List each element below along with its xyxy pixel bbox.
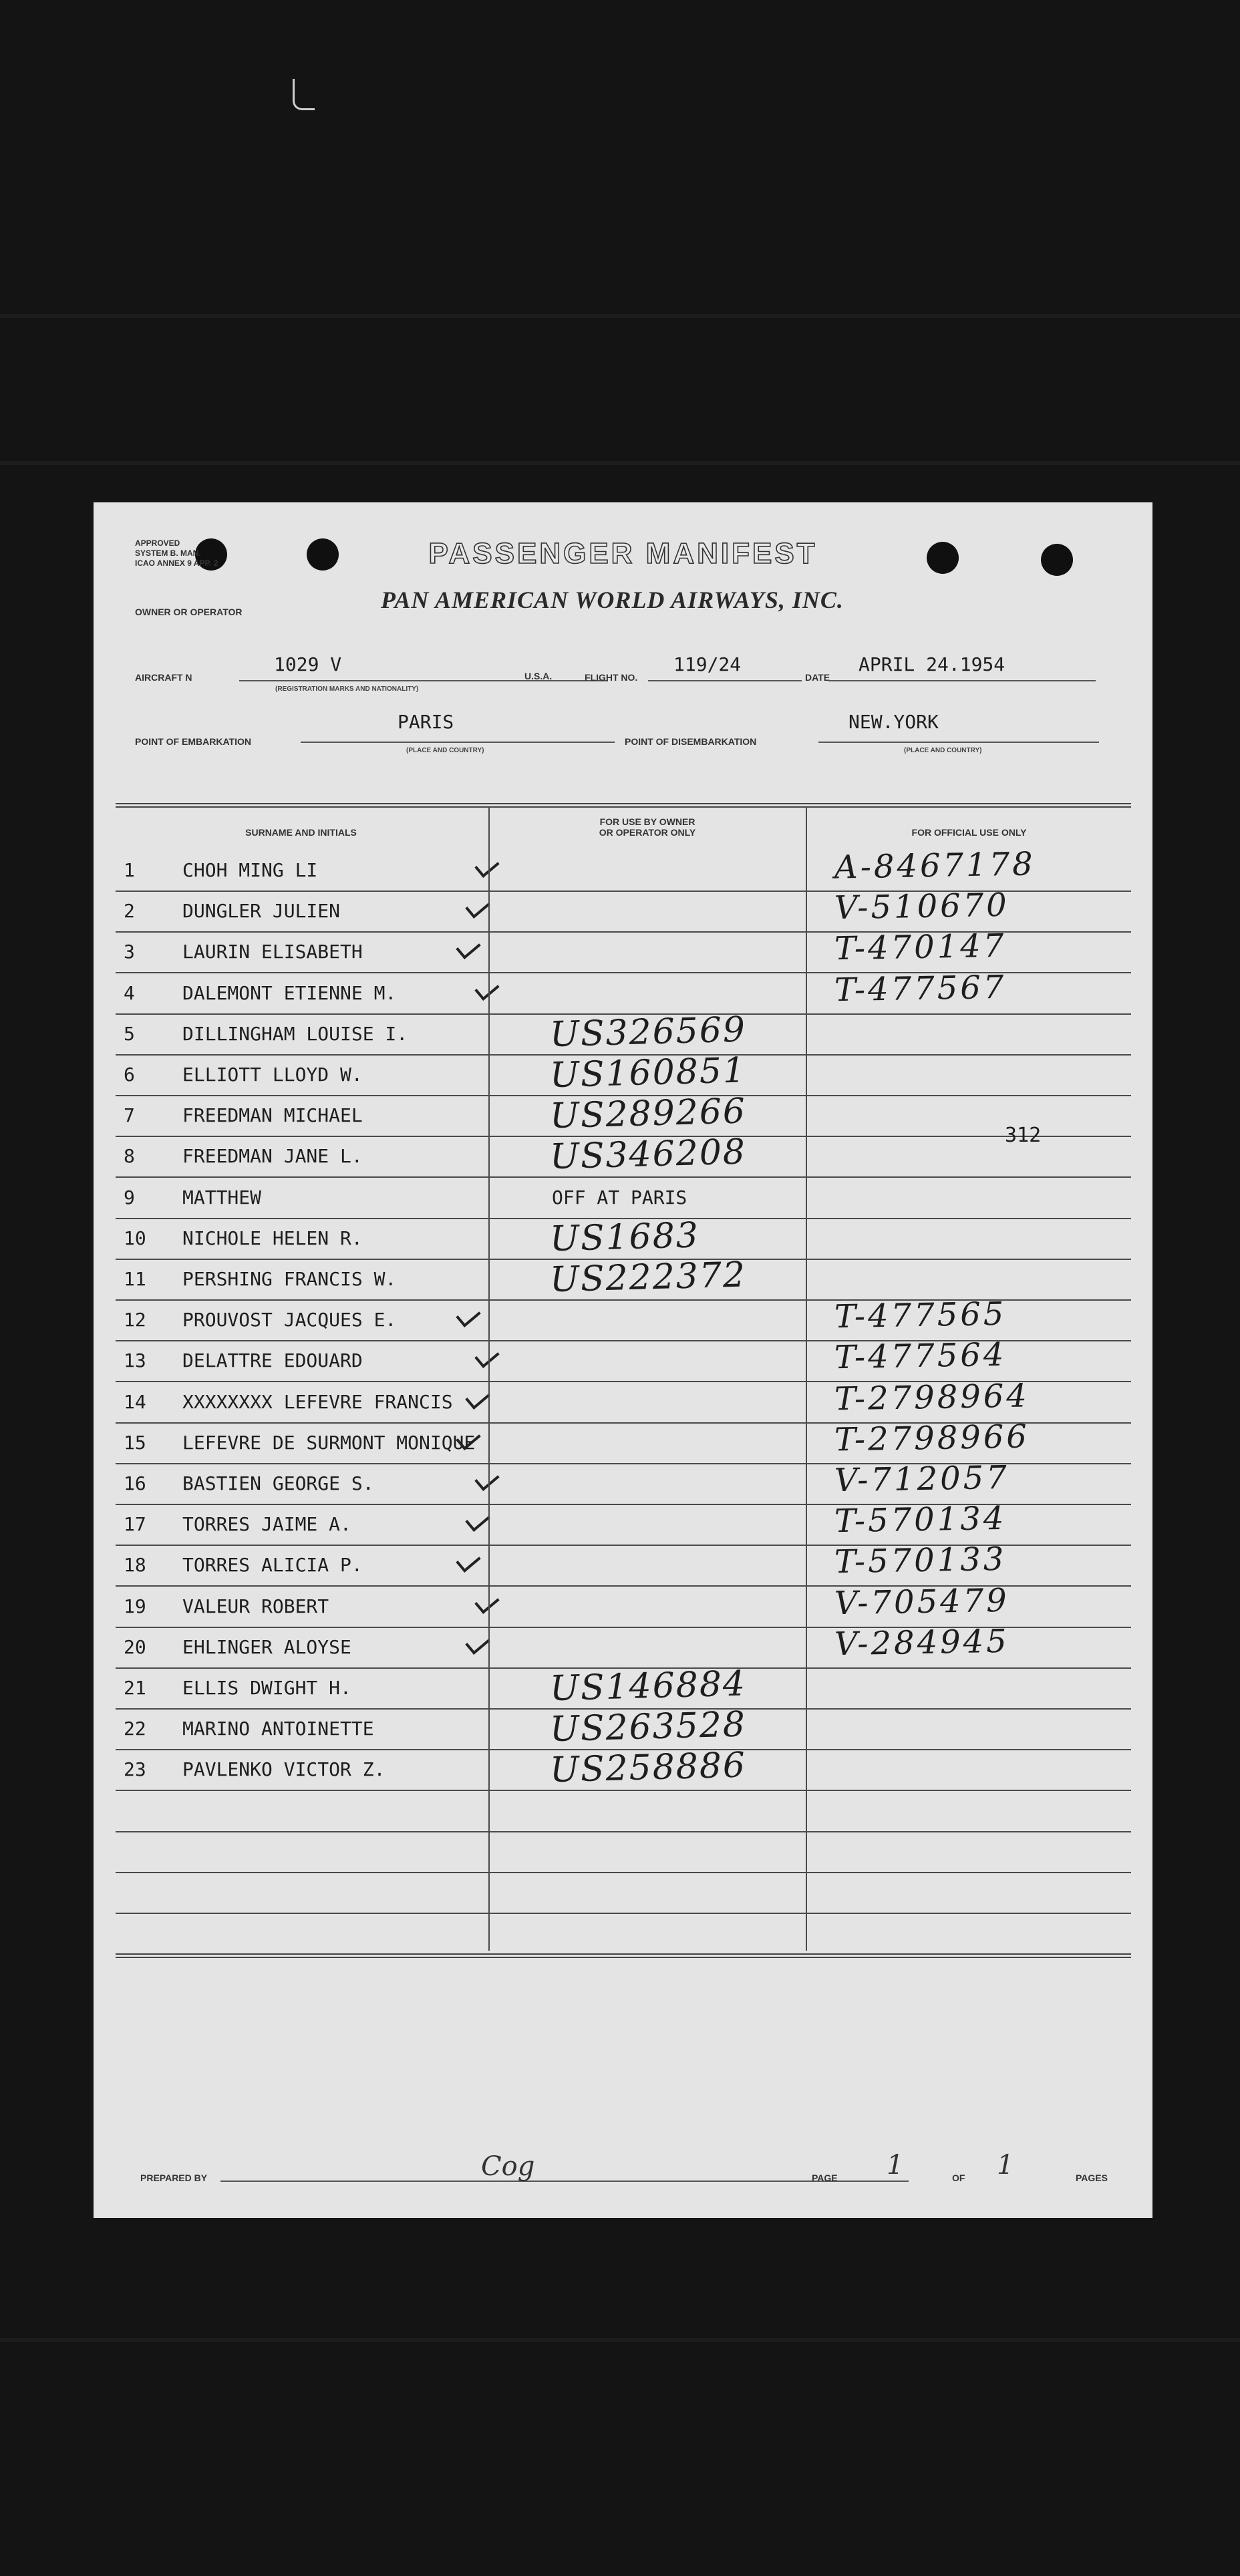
prepared-signature: Cog (481, 2151, 535, 2182)
owner-entry: US289266 (549, 1091, 747, 1137)
table-row (116, 1913, 1131, 1955)
table-row (116, 1377, 1131, 1424)
table-row (116, 1704, 1131, 1750)
official-entry: T-477565 (834, 1295, 1007, 1336)
passenger-name: DELATTRE EDOUARD (182, 1349, 363, 1372)
passenger-name: TORRES JAIME A. (182, 1513, 351, 1536)
official-entry: T-570133 (834, 1541, 1007, 1581)
passenger-name: MATTHEW (182, 1186, 262, 1209)
passenger-name: EHLINGER ALOYSE (182, 1635, 351, 1658)
table-row (116, 1295, 1131, 1341)
embarkation-label: POINT OF EMBARKATION (135, 736, 251, 747)
table-row (116, 1499, 1131, 1546)
passenger-name: XXXXXXXX LEFEVRE FRANCIS (182, 1390, 453, 1413)
passenger-number: 9 (124, 1186, 135, 1209)
checkmark-icon (465, 1631, 490, 1655)
page-label: PAGE (812, 2172, 838, 2183)
nationality-value: U.S.A. (524, 671, 553, 681)
approval-stamp: APPROVED SYSTEM B. MAN. ICAO ANNEX 9 APP. 2 (135, 538, 218, 568)
passenger-number: 10 (124, 1227, 146, 1249)
passenger-name: ELLIOTT LLOYD W. (182, 1064, 363, 1086)
passenger-name: DALEMONT ETIENNE M. (182, 981, 397, 1004)
official-entry: T-570134 (834, 1499, 1007, 1541)
passenger-name: DUNGLER JULIEN (182, 900, 341, 923)
scan-band (0, 461, 1240, 465)
passenger-number: 16 (124, 1472, 146, 1494)
owner-label: OWNER OR OPERATOR (135, 607, 243, 617)
official-entry: V-510670 (834, 886, 1010, 927)
passenger-name: ELLIS DWIGHT H. (182, 1677, 351, 1699)
table-row (116, 1336, 1131, 1382)
passenger-name: VALEUR ROBERT (182, 1595, 329, 1617)
passenger-number: 8 (124, 1145, 135, 1168)
table-row (116, 1215, 1131, 1260)
table-row (116, 927, 1131, 973)
passenger-number: 14 (124, 1390, 146, 1413)
passenger-number: 17 (124, 1513, 146, 1536)
embarkation-line (301, 742, 615, 743)
table-top-rule (116, 803, 1131, 808)
disembarkation-label: POINT OF DISEMBARKATION (625, 736, 757, 747)
official-entry: T-2798964 (834, 1377, 1030, 1418)
owner-entry: US1683 (549, 1215, 700, 1259)
flight-value: 119/24 (673, 653, 742, 675)
owner-entry: US263528 (549, 1704, 747, 1750)
table-bottom-rule (116, 1953, 1131, 1958)
scan-band (0, 2338, 1240, 2342)
registration-caption: (REGISTRATION MARKS AND NATIONALITY) (275, 685, 419, 693)
owner-entry: US222372 (549, 1255, 747, 1301)
owner-entry: US326569 (549, 1009, 747, 1055)
column-divider (488, 806, 490, 1951)
table-row (116, 1458, 1131, 1505)
official-entry: T-2798966 (834, 1418, 1030, 1459)
checkmark-icon (465, 895, 490, 919)
operator-name: PAN AMERICAN WORLD AIRWAYS, INC. (381, 587, 844, 613)
date-value: APRIL 24.1954 (859, 653, 1005, 675)
column-header-owner: FOR USE BY OWNER OR OPERATOR ONLY (599, 816, 696, 838)
official-entry: T-470147 (834, 927, 1007, 968)
column-header-surname: SURNAME AND INITIALS (245, 827, 357, 838)
passenger-name: DILLINGHAM LOUISE I. (182, 1022, 408, 1045)
official-entry: V-284945 (834, 1622, 1010, 1663)
passenger-number: 2 (124, 900, 135, 923)
official-entry: V-712057 (834, 1458, 1010, 1500)
checkmark-icon (456, 1303, 480, 1327)
side-note: 312 (1005, 1124, 1042, 1147)
passenger-name: LAURIN ELISABETH (182, 941, 363, 963)
owner-entry: US346208 (549, 1132, 747, 1178)
passenger-number: 3 (124, 941, 135, 963)
passenger-number: 6 (124, 1064, 135, 1086)
passenger-number: 5 (124, 1022, 135, 1045)
passenger-number: 19 (124, 1595, 146, 1617)
table-row (116, 1831, 1131, 1873)
table-row (116, 1050, 1131, 1096)
table-row (116, 1009, 1131, 1056)
owner-entry: US160851 (549, 1050, 747, 1096)
table-row (116, 1790, 1131, 1832)
checkmark-icon (474, 977, 499, 1001)
official-entry: A-8467178 (834, 845, 1036, 887)
page-title: PASSENGER MANIFEST (428, 537, 818, 570)
prepared-line (220, 2181, 909, 2182)
table-row (116, 1091, 1131, 1137)
table-row (116, 1177, 1131, 1219)
checkmark-icon (474, 1590, 499, 1614)
date-label: DATE (805, 672, 830, 683)
passenger-name: NICHOLE HELEN R. (182, 1227, 363, 1249)
checkmark-icon (465, 1386, 490, 1410)
pages-label: PAGES (1076, 2172, 1108, 2183)
passenger-number: 20 (124, 1635, 146, 1658)
manifest-sheet (94, 502, 1152, 2218)
table-row (116, 1255, 1131, 1301)
passenger-number: 23 (124, 1758, 146, 1781)
table-row (116, 1663, 1131, 1710)
aircraft-label: AIRCRAFT N (135, 672, 192, 683)
date-line (828, 680, 1096, 681)
passenger-name: CHOH MING LI (182, 859, 318, 881)
table-row (116, 886, 1131, 933)
passenger-number: 12 (124, 1309, 146, 1331)
checkmark-icon (456, 935, 480, 959)
passenger-number: 21 (124, 1677, 146, 1699)
passenger-name: LEFEVRE DE SURMONT MONIQUE (182, 1431, 476, 1454)
passenger-name: PERSHING FRANCIS W. (182, 1268, 397, 1290)
column-divider (806, 806, 807, 1951)
table-row (116, 1418, 1131, 1464)
prepared-label: PREPARED BY (140, 2172, 208, 2183)
passenger-number: 1 (124, 859, 135, 881)
table-row (116, 1745, 1131, 1791)
table-row (116, 845, 1131, 892)
corner-mark (293, 79, 315, 110)
passenger-name: BASTIEN GEORGE S. (182, 1472, 374, 1494)
checkmark-icon (474, 1467, 499, 1491)
place-caption: (PLACE AND COUNTRY) (406, 747, 484, 754)
passenger-name: PROUVOST JACQUES E. (182, 1309, 397, 1331)
official-entry: V-705479 (834, 1581, 1010, 1622)
passenger-name: PAVLENKO VICTOR Z. (182, 1758, 385, 1781)
table-row (116, 1541, 1131, 1587)
table-row (116, 1622, 1131, 1669)
disembarkation-value: NEW.YORK (848, 711, 939, 733)
table-row (116, 1581, 1131, 1628)
scan-band (0, 314, 1240, 318)
passenger-number: 7 (124, 1104, 135, 1127)
passenger-number: 11 (124, 1268, 146, 1290)
passenger-number: 13 (124, 1349, 146, 1372)
owner-entry: OFF AT PARIS (552, 1186, 687, 1209)
aircraft-line (239, 680, 608, 681)
embarkation-value: PARIS (398, 711, 454, 733)
aircraft-value: 1029 V (274, 653, 342, 675)
passenger-name: TORRES ALICIA P. (182, 1554, 363, 1577)
column-header-official: FOR OFFICIAL USE ONLY (911, 827, 1027, 838)
owner-entry: US258886 (549, 1745, 747, 1791)
of-value: 1 (997, 2150, 1014, 2181)
passenger-number: 22 (124, 1718, 146, 1740)
table-row (116, 968, 1131, 1015)
table-row (116, 1872, 1131, 1914)
passenger-name: MARINO ANTOINETTE (182, 1718, 374, 1740)
passenger-number: 15 (124, 1431, 146, 1454)
passenger-number: 18 (124, 1554, 146, 1577)
official-entry: T-477564 (834, 1336, 1007, 1377)
checkmark-icon (456, 1549, 480, 1573)
place-caption: (PLACE AND COUNTRY) (904, 747, 982, 754)
checkmark-icon (474, 854, 499, 878)
passenger-name: FREEDMAN MICHAEL (182, 1104, 363, 1127)
flight-line (648, 680, 802, 681)
passenger-name: FREEDMAN JANE L. (182, 1145, 363, 1168)
owner-entry: US146884 (549, 1663, 747, 1710)
passenger-number: 4 (124, 981, 135, 1004)
checkmark-icon (465, 1508, 490, 1532)
flight-label: FLIGHT NO. (585, 672, 638, 683)
official-entry: T-477567 (834, 968, 1007, 1009)
disembarkation-line (818, 742, 1099, 743)
checkmark-icon (474, 1344, 499, 1368)
page-value: 1 (887, 2150, 904, 2181)
of-label: OF (952, 2172, 965, 2183)
